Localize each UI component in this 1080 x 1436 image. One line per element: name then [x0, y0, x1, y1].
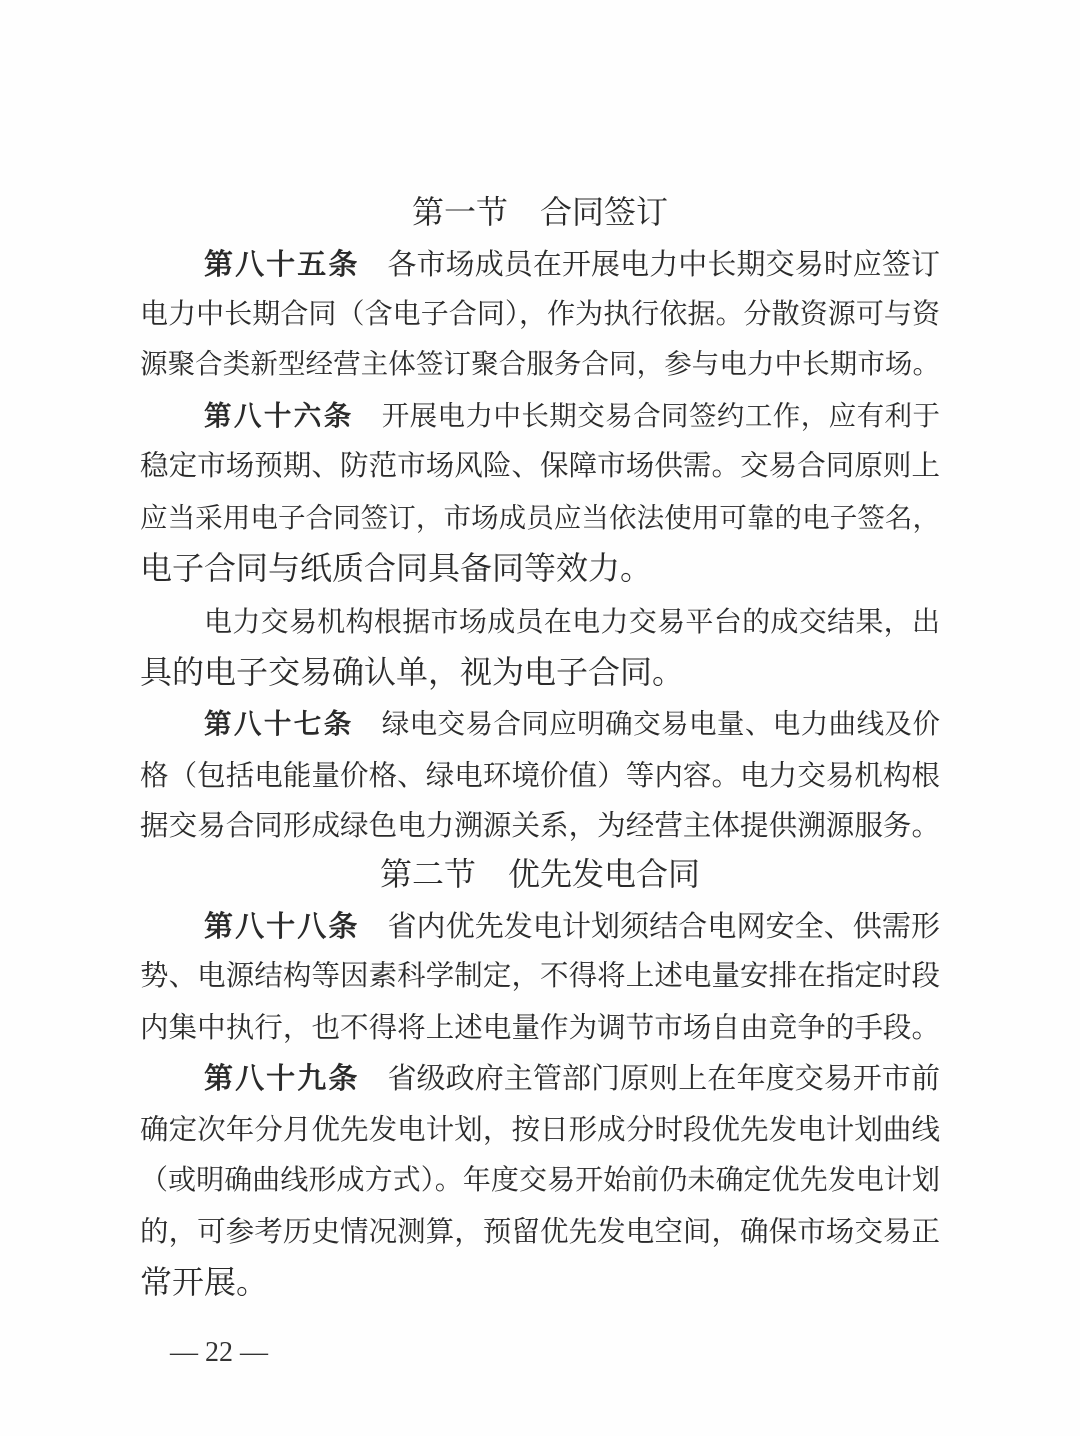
- article-85-line-2: 电力中长期合同（含电子合同），作为执行依据。分散资源可与资: [140, 297, 940, 330]
- article-87-line-1: [204, 704, 940, 744]
- article-89-line-4: 的，可参考历史情况测算，预留优先发电空间，确保市场交易正: [140, 1215, 940, 1248]
- article-87-text-1: 绿电交易合同应明确交易电量、电力曲线及价: [381, 708, 940, 740]
- article-89-line-5: 常开展。: [140, 1263, 269, 1301]
- article-86-para2-line-2: 具的电子交易确认单，视为电子合同。: [140, 653, 685, 691]
- article-88-line-2: 势、电源结构等因素科学制定，不得将上述电量安排在指定时段: [140, 959, 940, 992]
- article-88-label: 第八十八条: [204, 909, 360, 943]
- article-89-line-3: （或明确曲线形成方式）。年度交易开始前仍未确定优先发电计划: [140, 1163, 940, 1196]
- article-86-line-4: 电子合同与纸质合同具备同等效力。: [140, 549, 653, 587]
- article-86-label: 第八十六条: [204, 400, 354, 432]
- article-89-text-1: 省级政府主管部门原则上在年度交易开市前: [387, 1061, 940, 1095]
- article-87-label: 第八十七条: [204, 708, 354, 740]
- section-heading-1: 第一节 合同签订: [411, 193, 668, 231]
- article-88-line-1: [204, 906, 940, 946]
- article-85-label: 第八十五条: [204, 247, 360, 281]
- article-86-line-3: 应当采用电子合同签订，市场成员应当依法使用可靠的电子签名，: [140, 502, 940, 534]
- article-86-para2-line-1: 电力交易机构根据市场成员在电力交易平台的成交结果，出: [204, 605, 940, 638]
- article-85-line-1: [204, 244, 940, 284]
- page-number: — 22 —: [170, 1337, 268, 1368]
- article-88-text-1: 省内优先发电计划须结合电网安全、供需形: [387, 909, 940, 943]
- article-89-line-2: 确定次年分月优先发电计划，按日形成分时段优先发电计划曲线: [140, 1113, 940, 1146]
- article-85-text-1: 各市场成员在开展电力中长期交易时应签订: [387, 247, 940, 281]
- section-heading-2: 第二节 优先发电合同: [379, 855, 700, 893]
- article-86-text-1: 开展电力中长期交易合同签约工作，应有利于: [381, 400, 940, 432]
- article-87-line-3: 据交易合同形成绿色电力溯源关系，为经营主体提供溯源服务。: [140, 809, 940, 842]
- article-86-line-2: 稳定市场预期、防范市场风险、保障市场供需。交易合同原则上: [140, 449, 940, 482]
- article-88-line-3: 内集中执行，也不得将上述电量作为调节市场自由竞争的手段。: [140, 1011, 940, 1044]
- article-89-line-1: [204, 1058, 940, 1098]
- article-87-line-2: 格（包括电能量价格、绿电环境价值）等内容。电力交易机构根: [140, 759, 940, 792]
- article-85-line-3: 源聚合类新型经营主体签订聚合服务合同，参与电力中长期市场。: [140, 348, 940, 380]
- article-86-line-1: [204, 396, 940, 436]
- article-89-label: 第八十九条: [204, 1061, 360, 1095]
